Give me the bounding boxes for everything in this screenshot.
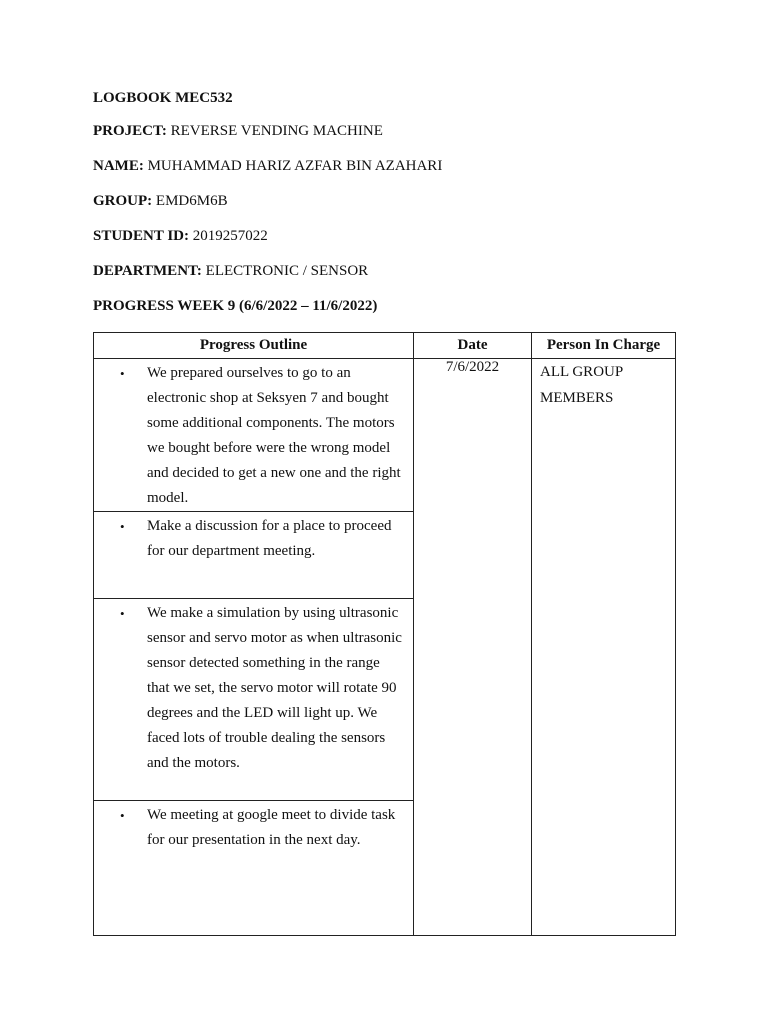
outline-text: We meeting at google meet to divide task for our presentation in the next day. <box>147 807 396 848</box>
outline-cell <box>94 599 414 801</box>
project-label: PROJECT: <box>93 123 167 139</box>
outline-text: We prepared ourselves to go to an electronic shop at Seksyen 7 and bought some additional components. The motors we bought before were the wrong model and decided to get a new one and the right model. <box>147 365 401 506</box>
outline-cell <box>94 801 414 936</box>
table-row <box>94 359 676 512</box>
student-id-value: 2019257022 <box>189 228 268 244</box>
date-value: 7/6/2022 <box>445 359 500 375</box>
group-value: EMD6M6B <box>152 193 228 209</box>
name-value: MUHAMMAD HARIZ AZFAR BIN AZAHARI <box>143 158 443 174</box>
progress-week-heading: PROGRESS WEEK 9 (6/6/2022 – 11/6/2022) <box>93 298 378 314</box>
name-label: NAME: <box>93 158 144 174</box>
outline-text: Make a discussion for a place to proceed for our department meeting. <box>147 518 392 559</box>
outline-text: We make a simulation by using ultrasonic sensor and servo motor as when ultrasonic sensor detected something in the range that we set, the servo motor will rotate 90 degrees and the LED will light up. We faced lots of trouble dealing the sensors and the motors. <box>147 605 402 771</box>
column-header-person-in-charge: Person In Charge <box>532 333 676 359</box>
project-value: REVERSE VENDING MACHINE <box>166 123 383 139</box>
outline-cell <box>94 359 414 512</box>
column-header-progress-outline: Progress Outline <box>94 333 414 359</box>
project-line <box>93 122 383 140</box>
person-in-charge-cell <box>532 359 676 936</box>
student-id-label: STUDENT ID: <box>93 228 189 244</box>
department-label: DEPARTMENT: <box>93 263 202 279</box>
progress-table <box>93 332 676 936</box>
name-line <box>93 157 442 175</box>
student-id-line <box>93 227 268 245</box>
column-header-date: Date <box>414 333 532 359</box>
department-line <box>93 262 368 280</box>
bullet-icon: • <box>120 808 125 823</box>
group-label: GROUP: <box>93 193 153 209</box>
date-cell <box>414 359 532 936</box>
table-header-row <box>94 333 676 359</box>
person-in-charge-value: ALL GROUP MEMBERS <box>540 364 623 406</box>
bullet-icon: • <box>120 519 125 534</box>
bullet-icon: • <box>120 366 125 381</box>
logbook-title: LOGBOOK MEC532 <box>93 90 233 106</box>
department-value: ELECTRONIC / SENSOR <box>201 263 369 279</box>
bullet-icon: • <box>120 606 125 621</box>
group-line <box>93 192 228 210</box>
outline-cell <box>94 512 414 599</box>
